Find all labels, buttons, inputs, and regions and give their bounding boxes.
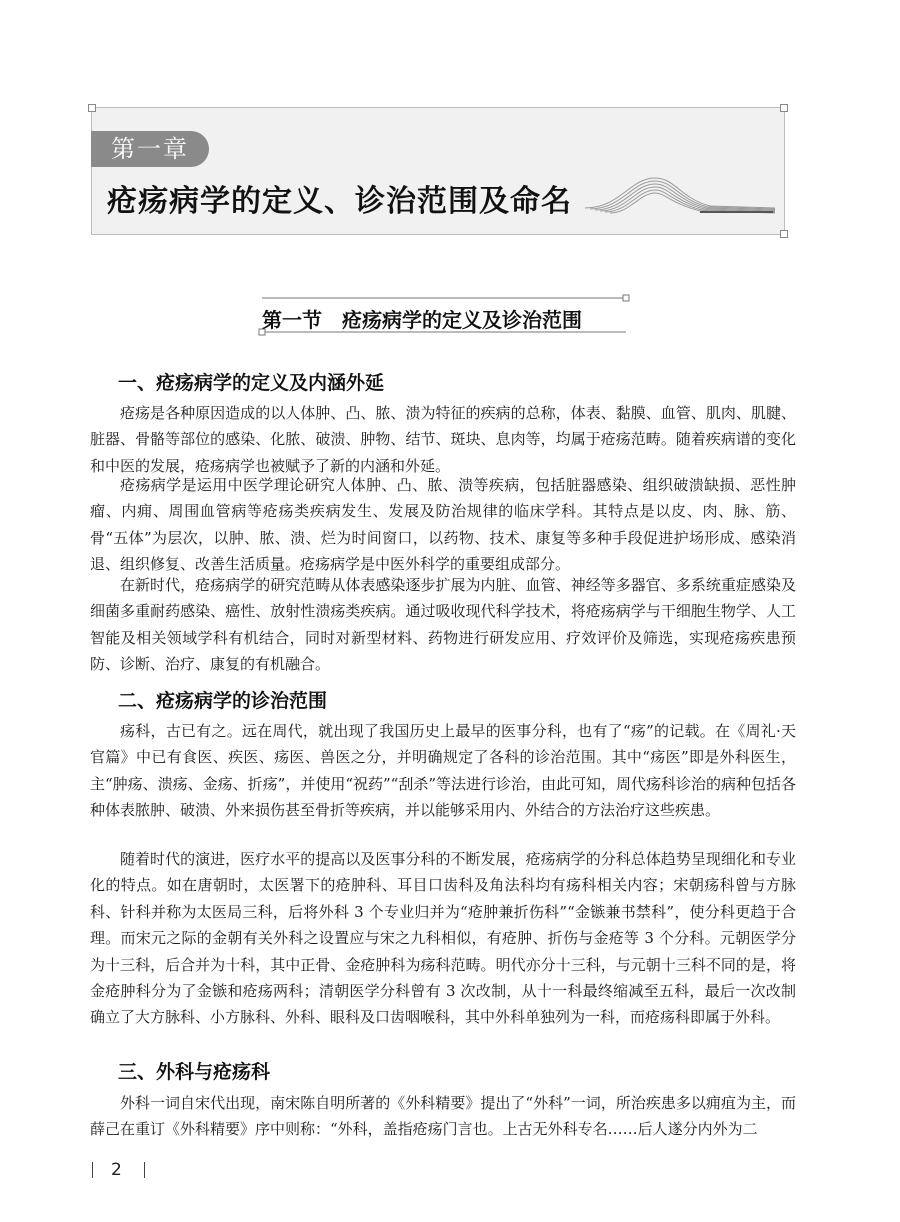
paragraph: 在新时代，疮疡病学的研究范畴从体表感染逐步扩展为内脏、血管、神经等多器官、多系统重症感染及细菌多重耐药感染、癌性、放射性溃疡类疾病。通过吸收现代科学技术，将疮疡病学与干细胞生物学、人工智能及相关领域学科有机结合，同时对新型材料、药物进行研发应用、疗效评价及筛选，实现疮疡疾患预防、诊断、治疗、康复的有机融合。 xyxy=(90,576,796,674)
heading-surgery: 三、外科与疮疡科 xyxy=(118,1061,271,1083)
corner-ornament xyxy=(780,104,788,112)
chapter-title: 疮疡病学的定义、诊治范围及命名 xyxy=(107,184,572,219)
heading-scope: 二、疮疡病学的诊治范围 xyxy=(118,690,328,712)
footer-divider xyxy=(144,1162,145,1178)
paragraph: 疮疡是各种原因造成的以人体肿、凸、脓、溃为特征的疾病的总称，体表、黏膜、血管、肌肉、肌腱、脏器、骨骼等部位的感染、化脓、破溃、肿物、结节、斑块、息肉等，均属于疮疡范畴。随着疾病谱的变化和中医的发展，疮疡病学也被赋予了新的内涵和外延。 xyxy=(90,404,796,475)
page-number: 2 xyxy=(111,1160,122,1180)
mountain-wave-decoration xyxy=(580,168,780,218)
footer-divider xyxy=(92,1162,93,1178)
paragraph: 疮疡病学是运用中医学理论研究人体肿、凸、脓、溃等疾病，包括脏器感染、组织破溃缺损、恶性肿瘤、内痈、周围血管病等疮疡类疾病发生、发展及防治规律的临床学科。其特点是以皮、肉、脉、筋、骨“五体”为层次，以肿、脓、溃、烂为时间窗口，以药物、技术、康复等多种手段促进护场形成、感染消退、组织修复、改善生活质量。疮疡病学是中医外科学的重要组成部分。 xyxy=(90,476,796,574)
paragraph: 疡科，古已有之。远在周代，就出现了我国历史上最早的医事分科，也有了“疡”的记载。在《周礼·天官篇》中已有食医、疾医、疡医、兽医之分，并明确规定了各科的诊治范围。其中“疡医”即是外科医生，主“肿疡、溃疡、金疡、折疡”，并使用“祝药”“刮杀”等法进行诊治，由此可知，周代疡科诊治的病种包括各种体表脓肿、破溃、外来损伤甚至骨折等疾病，并以能够采用内、外结合的方法治疗这些疾患。 xyxy=(90,722,797,820)
corner-ornament xyxy=(88,104,96,112)
paragraph: 随着时代的演进，医疗水平的提高以及医事分科的不断发展，疮疡病学的分科总体趋势呈现细化和专业化的特点。如在唐朝时，太医署下的疮肿科、耳目口齿科及角法科均有疡科相关内容；宋朝疡科曾与方脉科、针科并称为太医局三科，后将外科 3 个专业归并为“疮肿兼折伤科”“金镞兼书禁科”，使分科更趋于合理。而宋元之际的金朝有关外科之设置应与宋之九科相似，有疮肿、折伤与金疮等 3 个分科。元朝医学分为十三科，后合并为十科，其中正骨、金疮肿科为疡科范畴。明代亦分十三科，与元朝十三科不同的是，将金疮肿科分为了金镞和疮疡两科；清朝医学分科曾有 3 次改制，从十一科最终缩减至五科，最后一次改制确立了大方脉科、小方脉科、外科、眼科及口齿咽喉科，其中外科单独列为一科，而疮疡科即属于外科。 xyxy=(90,850,796,1027)
paragraph: 外科一词自宋代出现，南宋陈自明所著的《外科精要》提出了“外科”一词，所治疾患多以痈疽为主，而薛己在重订《外科精要》序中则称：“外科，盖指疮疡门言也。上古无外科专名……后人遂分内外为二 xyxy=(90,1094,796,1139)
heading-definition: 一、疮疡病学的定义及内涵外延 xyxy=(118,372,385,394)
section-title: 第一节 疮疡病学的定义及诊治范围 xyxy=(262,308,582,332)
corner-ornament xyxy=(780,230,788,238)
chapter-tag: 第一章 xyxy=(91,131,209,167)
